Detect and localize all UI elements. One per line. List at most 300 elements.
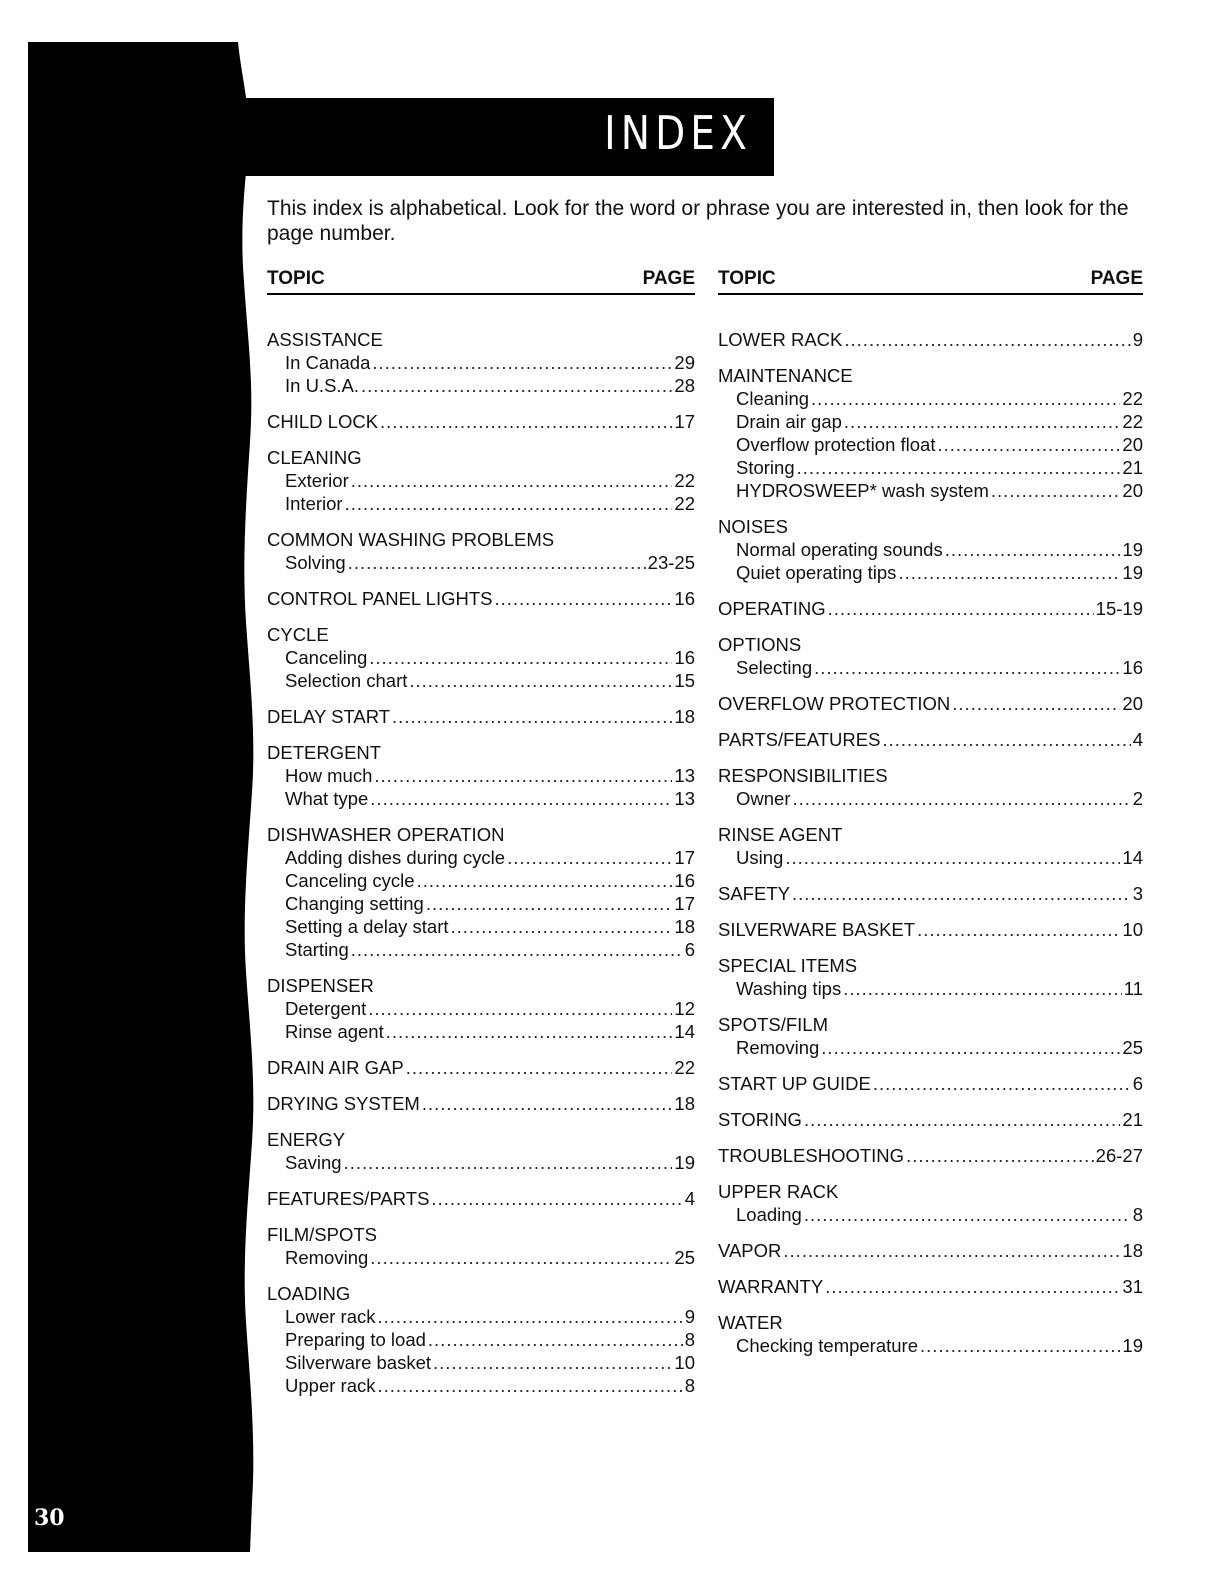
page-ref: 23-25 <box>647 552 695 573</box>
page-ref: 20 <box>1122 480 1143 501</box>
dot-leader <box>828 597 1094 620</box>
index-column-right <box>718 268 1143 1370</box>
column-header <box>718 268 1143 295</box>
page-header: PAGE <box>1090 268 1143 289</box>
index-group <box>718 692 1143 715</box>
page-ref: 19 <box>1122 562 1143 583</box>
index-group <box>718 515 1143 584</box>
dot-leader <box>952 692 1120 715</box>
page-ref: 20 <box>1122 434 1143 455</box>
index-group <box>267 410 695 433</box>
index-subentry <box>267 787 695 810</box>
dot-leader <box>825 1275 1120 1298</box>
dot-leader <box>370 787 672 810</box>
index-topic <box>267 1128 695 1151</box>
page-ref: 8 <box>684 1329 695 1350</box>
index-topic <box>267 528 695 551</box>
index-topic <box>718 692 1143 715</box>
topic-label: MAINTENANCE <box>718 365 853 386</box>
index-topic <box>718 954 1143 977</box>
index-subentry <box>267 892 695 915</box>
topic-label: ASSISTANCE <box>267 329 383 350</box>
topic-label: OPTIONS <box>718 634 802 655</box>
subentry-label: Quiet operating tips <box>736 562 897 583</box>
index-group <box>718 1108 1143 1131</box>
index-subentry <box>718 656 1143 679</box>
sidebar-wavy-edge <box>200 42 270 1552</box>
index-group <box>718 954 1143 1000</box>
topic-label: SILVERWARE BASKET <box>718 919 916 940</box>
page-ref: 11 <box>1123 978 1143 999</box>
dot-leader <box>345 492 673 515</box>
index-group <box>267 1056 695 1079</box>
index-subentry <box>267 1305 695 1328</box>
topic-label: RESPONSIBILITIES <box>718 765 888 786</box>
page-ref: 15 <box>674 670 695 691</box>
dot-leader <box>372 351 672 374</box>
index-topic <box>267 410 695 433</box>
index-group <box>718 364 1143 502</box>
index-topic <box>267 974 695 997</box>
page-ref: 25 <box>674 1247 695 1268</box>
dot-leader <box>428 1328 683 1351</box>
dot-leader <box>380 410 672 433</box>
subentry-label: Cleaning <box>736 388 810 409</box>
dot-leader <box>898 561 1120 584</box>
index-topic <box>267 1092 695 1115</box>
index-subentry <box>267 1351 695 1374</box>
dot-leader <box>392 705 672 728</box>
page-ref: 17 <box>674 893 695 914</box>
index-subentry <box>267 551 695 574</box>
subentry-label: Silverware basket <box>285 1352 432 1373</box>
dot-leader <box>369 646 672 669</box>
index-subentry <box>718 1334 1143 1357</box>
index-topic <box>718 328 1143 351</box>
subentry-label: Upper rack <box>285 1375 376 1396</box>
index-group <box>718 728 1143 751</box>
dot-leader <box>370 1246 672 1269</box>
dot-leader <box>377 1305 682 1328</box>
dot-leader <box>368 997 672 1020</box>
page-ref: 28 <box>674 375 695 396</box>
page-ref: 21 <box>1122 457 1143 478</box>
subentry-label: Selecting <box>736 657 813 678</box>
dot-leader <box>793 787 1131 810</box>
index-topic <box>718 364 1143 387</box>
subentry-label: Preparing to load <box>285 1329 426 1350</box>
dot-leader <box>374 764 672 787</box>
index-column-left <box>267 268 695 1410</box>
page-ref: 10 <box>674 1352 695 1373</box>
page-ref: 6 <box>1132 1073 1143 1094</box>
index-topic <box>267 623 695 646</box>
page-ref: 18 <box>674 916 695 937</box>
index-subentry <box>718 433 1143 456</box>
page-ref: 9 <box>1132 329 1143 350</box>
dot-leader <box>377 1374 682 1397</box>
dot-leader <box>797 456 1121 479</box>
index-topic <box>718 1144 1143 1167</box>
topic-label: CYCLE <box>267 624 329 645</box>
dot-leader <box>814 656 1120 679</box>
dot-leader <box>433 1351 672 1374</box>
topic-label: SPECIAL ITEMS <box>718 955 858 976</box>
dot-leader <box>348 551 646 574</box>
dot-leader <box>844 328 1130 351</box>
topic-label: VAPOR <box>718 1240 782 1261</box>
index-topic <box>718 823 1143 846</box>
index-subentry <box>267 374 695 397</box>
dot-leader <box>906 1144 1094 1167</box>
index-subentry <box>267 1020 695 1043</box>
dot-leader <box>843 977 1122 1000</box>
topic-label: CONTROL PANEL LIGHTS <box>267 588 493 609</box>
page-ref: 13 <box>674 788 695 809</box>
index-topic <box>267 1187 695 1210</box>
subentry-label: Canceling cycle <box>285 870 415 891</box>
dot-leader <box>821 1036 1120 1059</box>
subentry-label: Starting <box>285 939 349 960</box>
subentry-label: Canceling <box>285 647 368 668</box>
subentry-label: How much <box>285 765 373 786</box>
index-subentry <box>267 1374 695 1397</box>
index-group <box>718 328 1143 351</box>
topic-label: SPOTS/FILM <box>718 1014 828 1035</box>
index-group <box>718 882 1143 905</box>
page-ref: 29 <box>674 352 695 373</box>
index-subentry <box>718 846 1143 869</box>
subentry-label: Removing <box>285 1247 369 1268</box>
index-group <box>718 1239 1143 1262</box>
topic-label: WATER <box>718 1312 783 1333</box>
index-group <box>267 741 695 810</box>
dot-leader <box>783 1239 1120 1262</box>
topic-label: START UP GUIDE <box>718 1073 871 1094</box>
index-group <box>718 764 1143 810</box>
subentry-label: In Canada <box>285 352 371 373</box>
dot-leader <box>406 1056 673 1079</box>
subentry-label: Storing <box>736 457 795 478</box>
page-header: PAGE <box>642 268 695 289</box>
dot-leader <box>882 728 1130 751</box>
page-ref: 8 <box>1132 1204 1143 1225</box>
subentry-label: Loading <box>736 1204 802 1225</box>
index-topic <box>718 597 1143 620</box>
topic-label: COMMON WASHING PROBLEMS <box>267 529 555 550</box>
subentry-label: Using <box>736 847 784 868</box>
dot-leader <box>507 846 672 869</box>
dot-leader <box>811 387 1120 410</box>
topic-label: DISHWASHER OPERATION <box>267 824 505 845</box>
index-group <box>718 1072 1143 1095</box>
subentry-label: Owner <box>736 788 791 809</box>
index-topic <box>267 328 695 351</box>
page-ref: 12 <box>674 998 695 1019</box>
topic-label: TROUBLESHOOTING <box>718 1145 905 1166</box>
dot-leader <box>451 915 673 938</box>
page-ref: 22 <box>674 493 695 514</box>
subentry-label: Drain air gap <box>736 411 842 432</box>
index-subentry <box>267 938 695 961</box>
subentry-label: Adding dishes during cycle <box>285 847 506 868</box>
dot-leader <box>785 846 1120 869</box>
subentry-label: Saving <box>285 1152 342 1173</box>
index-subentry <box>718 456 1143 479</box>
index-topic <box>718 515 1143 538</box>
index-topic <box>267 1223 695 1246</box>
index-topic <box>718 764 1143 787</box>
subentry-label: Lower rack <box>285 1306 376 1327</box>
index-topic <box>718 1072 1143 1095</box>
topic-label: DRYING SYSTEM <box>267 1093 420 1114</box>
index-subentry <box>267 351 695 374</box>
index-group <box>718 1275 1143 1298</box>
index-group <box>267 1223 695 1269</box>
topic-label: LOWER RACK <box>718 329 843 350</box>
index-subentry <box>267 492 695 515</box>
page-ref: 16 <box>1122 657 1143 678</box>
page-ref: 22 <box>674 470 695 491</box>
subentry-label: Setting a delay start <box>285 916 449 937</box>
topic-label: ENERGY <box>267 1129 346 1150</box>
dot-leader <box>991 479 1121 502</box>
dot-leader <box>351 469 673 492</box>
subentry-label: Interior <box>285 493 343 514</box>
page-ref: 16 <box>674 647 695 668</box>
topic-label: DETERGENT <box>267 742 382 763</box>
subentry-label: Normal operating sounds <box>736 539 943 560</box>
index-group <box>267 1128 695 1174</box>
index-topic <box>718 728 1143 751</box>
topic-label: SAFETY <box>718 883 790 904</box>
index-group <box>718 633 1143 679</box>
dot-leader <box>844 410 1121 433</box>
index-subentry <box>267 469 695 492</box>
index-group <box>267 974 695 1043</box>
dot-leader <box>873 1072 1131 1095</box>
index-topic <box>718 1239 1143 1262</box>
index-subentry <box>718 538 1143 561</box>
index-subentry <box>718 1036 1143 1059</box>
index-topic <box>267 705 695 728</box>
index-group <box>718 1311 1143 1357</box>
page-ref: 18 <box>674 706 695 727</box>
page-ref: 8 <box>684 1375 695 1396</box>
index-subentry <box>267 869 695 892</box>
topic-label: RINSE AGENT <box>718 824 843 845</box>
subentry-label: Removing <box>736 1037 820 1058</box>
index-subentry <box>718 977 1143 1000</box>
subentry-label: Solving <box>285 552 346 573</box>
page-ref: 2 <box>1132 788 1143 809</box>
dot-leader <box>792 882 1131 905</box>
dot-leader <box>426 892 673 915</box>
index-group <box>267 1282 695 1397</box>
index-group <box>267 1187 695 1210</box>
topic-label: DRAIN AIR GAP <box>267 1057 404 1078</box>
index-topic <box>267 823 695 846</box>
index-group <box>718 1180 1143 1226</box>
index-subentry <box>267 669 695 692</box>
page-ref: 22 <box>1122 411 1143 432</box>
index-subentry <box>718 479 1143 502</box>
subentry-label: Washing tips <box>736 978 842 999</box>
page-ref: 18 <box>674 1093 695 1114</box>
page-number: 30 <box>34 1505 65 1531</box>
page-ref: 14 <box>674 1021 695 1042</box>
topic-header: TOPIC <box>267 268 325 289</box>
page-ref: 14 <box>1122 847 1143 868</box>
dot-leader <box>417 869 673 892</box>
subentry-label: Overflow protection float <box>736 434 936 455</box>
index-subentry <box>718 561 1143 584</box>
index-subentry <box>267 1151 695 1174</box>
dot-leader <box>945 538 1121 561</box>
dot-leader <box>386 1020 673 1043</box>
dot-leader <box>431 1187 682 1210</box>
page-ref: 19 <box>1122 1335 1143 1356</box>
index-group <box>267 1092 695 1115</box>
dot-leader <box>409 669 672 692</box>
index-subentry <box>267 1246 695 1269</box>
dot-leader <box>917 918 1120 941</box>
index-topic <box>718 1180 1143 1203</box>
page-title: INDEX <box>604 106 752 160</box>
index-topic <box>718 1108 1143 1131</box>
index-subentry <box>718 410 1143 433</box>
subentry-label: Detergent <box>285 998 367 1019</box>
index-topic <box>718 1275 1143 1298</box>
index-subentry <box>267 915 695 938</box>
topic-label: CLEANING <box>267 447 362 468</box>
page-ref: 19 <box>674 1152 695 1173</box>
subentry-label: Selection chart <box>285 670 408 691</box>
subentry-label: Changing setting <box>285 893 424 914</box>
dot-leader <box>422 1092 673 1115</box>
topic-label: NOISES <box>718 516 788 537</box>
index-topic <box>718 633 1143 656</box>
index-subentry <box>267 997 695 1020</box>
subentry-label: Rinse agent <box>285 1021 384 1042</box>
page-ref: 21 <box>1122 1109 1143 1130</box>
page-ref: 22 <box>674 1057 695 1078</box>
dot-leader <box>804 1108 1120 1131</box>
page-ref: 4 <box>1132 729 1143 750</box>
index-group <box>718 823 1143 869</box>
page-ref: 4 <box>684 1188 695 1209</box>
page-ref: 3 <box>1132 883 1143 904</box>
index-topic <box>267 587 695 610</box>
index-group <box>267 705 695 728</box>
topic-label: CHILD LOCK <box>267 411 379 432</box>
subentry-label: HYDROSWEEP* wash system <box>736 480 989 501</box>
index-group <box>267 823 695 961</box>
index-subentry <box>267 646 695 669</box>
page-ref: 26-27 <box>1095 1145 1143 1166</box>
subentry-label: In U.S.A. <box>285 375 360 396</box>
index-subentry <box>267 764 695 787</box>
dot-leader <box>937 433 1120 456</box>
page-ref: 9 <box>684 1306 695 1327</box>
page-ref: 15-19 <box>1095 598 1143 619</box>
topic-label: OPERATING <box>718 598 826 619</box>
page-ref: 10 <box>1122 919 1143 940</box>
index-topic <box>718 1311 1143 1334</box>
topic-label: OVERFLOW PROTECTION <box>718 693 951 714</box>
dot-leader <box>361 374 672 397</box>
index-subentry <box>267 1328 695 1351</box>
page-ref: 17 <box>674 411 695 432</box>
index-topic <box>718 882 1143 905</box>
index-group <box>267 528 695 574</box>
index-topic <box>267 446 695 469</box>
topic-label: LOADING <box>267 1283 351 1304</box>
topic-label: STORING <box>718 1109 802 1130</box>
column-header <box>267 268 695 295</box>
topic-label: UPPER RACK <box>718 1181 839 1202</box>
title-bar <box>238 98 774 176</box>
index-subentry <box>267 846 695 869</box>
index-group <box>718 1013 1143 1059</box>
index-subentry <box>718 787 1143 810</box>
subentry-label: Checking temperature <box>736 1335 919 1356</box>
page-ref: 16 <box>674 870 695 891</box>
dot-leader <box>804 1203 1131 1226</box>
topic-label: PARTS/FEATURES <box>718 729 881 750</box>
page-ref: 13 <box>674 765 695 786</box>
topic-label: DISPENSER <box>267 975 374 996</box>
index-topic <box>267 1056 695 1079</box>
index-subentry <box>718 1203 1143 1226</box>
index-entries-right <box>718 328 1143 1357</box>
index-subentry <box>718 387 1143 410</box>
intro-text: This index is alphabetical. Look for the word or phrase you are interested in, then look for the page number. <box>267 197 1129 245</box>
page-ref: 20 <box>1122 693 1143 714</box>
page-ref: 25 <box>1122 1037 1143 1058</box>
subentry-label: Exterior <box>285 470 349 491</box>
topic-label: FEATURES/PARTS <box>267 1188 430 1209</box>
dot-leader <box>351 938 683 961</box>
dot-leader <box>920 1334 1120 1357</box>
page-ref: 31 <box>1122 1276 1143 1297</box>
page-ref: 22 <box>1122 388 1143 409</box>
index-topic <box>718 1013 1143 1036</box>
index-topic <box>267 1282 695 1305</box>
topic-header: TOPIC <box>718 268 776 289</box>
topic-label: FILM/SPOTS <box>267 1224 377 1245</box>
page-ref: 18 <box>1122 1240 1143 1261</box>
topic-label: DELAY START <box>267 706 391 727</box>
index-group <box>267 328 695 397</box>
page-ref: 16 <box>674 588 695 609</box>
page-ref: 19 <box>1122 539 1143 560</box>
page-ref: 6 <box>684 939 695 960</box>
index-topic <box>718 918 1143 941</box>
index-entries-left <box>267 328 695 1397</box>
index-group <box>718 1144 1143 1167</box>
dot-leader <box>344 1151 673 1174</box>
index-group <box>718 918 1143 941</box>
index-group <box>718 597 1143 620</box>
topic-label: WARRANTY <box>718 1276 824 1297</box>
index-topic <box>267 741 695 764</box>
dot-leader <box>494 587 672 610</box>
subentry-label: What type <box>285 788 369 809</box>
index-group <box>267 587 695 610</box>
index-group <box>267 623 695 692</box>
index-group <box>267 446 695 515</box>
